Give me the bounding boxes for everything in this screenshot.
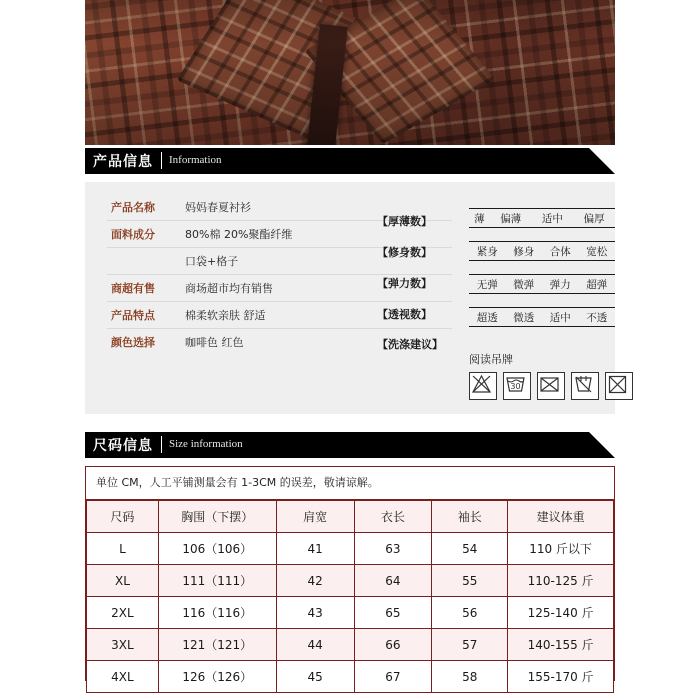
cell-shoulder: 41 [276,533,354,565]
photo-shading-overlay [85,0,615,145]
scale-option: 修身 [506,242,543,261]
banner-divider [161,152,162,169]
product-info-title-cn: 产品信息 [93,154,153,170]
table-header-row [87,501,614,533]
attr-key: 产品特点 [107,302,181,329]
cell-shoulder: 43 [276,597,354,629]
cell-length: 66 [354,629,432,661]
cell-size: 4XL [87,661,159,693]
cell-size: 3XL [87,629,159,661]
col-header-size: 尺码 [87,501,159,533]
scale-option: 不透 [579,308,616,327]
product-info-panel [85,182,615,414]
scale-option: 宽松 [579,242,616,261]
scale-option: 微透 [506,308,543,327]
scale-option: 弹力 [542,275,579,294]
scale-option: 适中 [532,209,574,228]
cell-bust: 116（116） [158,597,276,629]
wash-care-icons [469,372,633,400]
table-row [87,597,614,629]
thickness-scale [469,208,615,228]
cell-size: L [87,533,159,565]
svg-text:30: 30 [510,382,521,391]
attr-value: 咖啡色 红色 [185,336,244,349]
col-header-sleeve: 袖长 [432,501,508,533]
table-row [469,308,615,327]
attr-key: 面料成分 [107,221,181,248]
cell-size: XL [87,565,159,597]
scale-label-fit: 【修身数】 [377,246,432,259]
no-tumble-dry-icon [537,372,565,400]
scale-option: 超弹 [579,275,616,294]
size-info-panel [85,466,615,684]
sheerness-scale [469,307,615,327]
cell-size: 2XL [87,597,159,629]
table-row [87,629,614,661]
attr-value: 口袋+格子 [181,248,452,275]
machine-wash-30-icon [503,372,531,400]
product-info-banner [85,148,615,174]
attr-key: 商超有售 [107,275,181,302]
size-chart-table [86,500,614,693]
scale-label-sheerness: 【透视数】 [377,308,432,321]
cell-length: 67 [354,661,432,693]
attr-key: 颜色选择 [111,336,155,349]
table-row [87,533,614,565]
cell-weight: 110-125 斤 [508,565,614,597]
size-measurement-note: 单位 CM，人工平铺测量会有 1-3CM 的误差，敬请谅解。 [86,467,614,500]
cell-shoulder: 44 [276,629,354,661]
product-photo [85,0,615,145]
attr-value: 商场超市均有销售 [181,275,452,302]
cell-bust: 126（126） [158,661,276,693]
wash-note-text: 阅读吊牌 [469,353,513,366]
scale-option: 适中 [542,308,579,327]
scale-label-thickness: 【厚薄数】 [377,215,432,228]
scale-option: 薄 [469,209,490,228]
scale-option: 偏厚 [573,209,615,228]
scale-label-wash: 【洗涤建议】 [377,338,443,351]
scale-labels-column [377,206,469,360]
table-row [469,275,615,294]
scale-option: 微弹 [506,275,543,294]
table-row [87,565,614,597]
cell-length: 64 [354,565,432,597]
scale-label-elasticity: 【弹力数】 [377,277,432,290]
cell-sleeve: 57 [432,629,508,661]
cell-sleeve: 58 [432,661,508,693]
scale-option: 紧身 [469,242,506,261]
elasticity-scale [469,274,615,294]
scale-option: 偏薄 [490,209,532,228]
table-row [469,209,615,228]
cell-bust: 106（106） [158,533,276,565]
scale-option: 合体 [542,242,579,261]
cell-shoulder: 42 [276,565,354,597]
table-row [469,242,615,261]
fit-scale [469,241,615,261]
attr-value: 80%棉 20%聚酯纤维 [181,221,452,248]
no-bleach-icon [469,372,497,400]
table-row [87,661,614,693]
size-info-title-en: Size information [169,438,243,450]
attr-value: 妈妈春夏衬衫 [181,194,452,221]
cell-bust: 111（111） [158,565,276,597]
cell-length: 65 [354,597,432,629]
cell-length: 63 [354,533,432,565]
attr-key [107,248,181,275]
cell-weight: 155-170 斤 [508,661,614,693]
scale-option: 无弹 [469,275,506,294]
col-header-weight: 建议体重 [508,501,614,533]
cell-weight: 140-155 斤 [508,629,614,661]
cell-sleeve: 54 [432,533,508,565]
no-iron-icon [605,372,633,400]
product-info-inner [107,194,608,391]
scale-options-column [469,208,615,327]
no-wring-icon [571,372,599,400]
attr-key: 产品名称 [107,194,181,221]
cell-weight: 110 斤以下 [508,533,614,565]
attr-value: 棉柔软亲肤 舒适 [181,302,452,329]
cell-weight: 125-140 斤 [508,597,614,629]
banner-divider [161,436,162,453]
col-header-length: 衣长 [354,501,432,533]
cell-sleeve: 55 [432,565,508,597]
col-header-shoulder: 肩宽 [276,501,354,533]
col-header-bust: 胸围（下摆） [158,501,276,533]
size-info-banner [85,432,615,458]
cell-bust: 121（121） [158,629,276,661]
size-info-title-cn: 尺码信息 [93,438,153,454]
scale-option: 超透 [469,308,506,327]
product-info-title-en: Information [169,154,222,166]
cell-shoulder: 45 [276,661,354,693]
cell-sleeve: 56 [432,597,508,629]
